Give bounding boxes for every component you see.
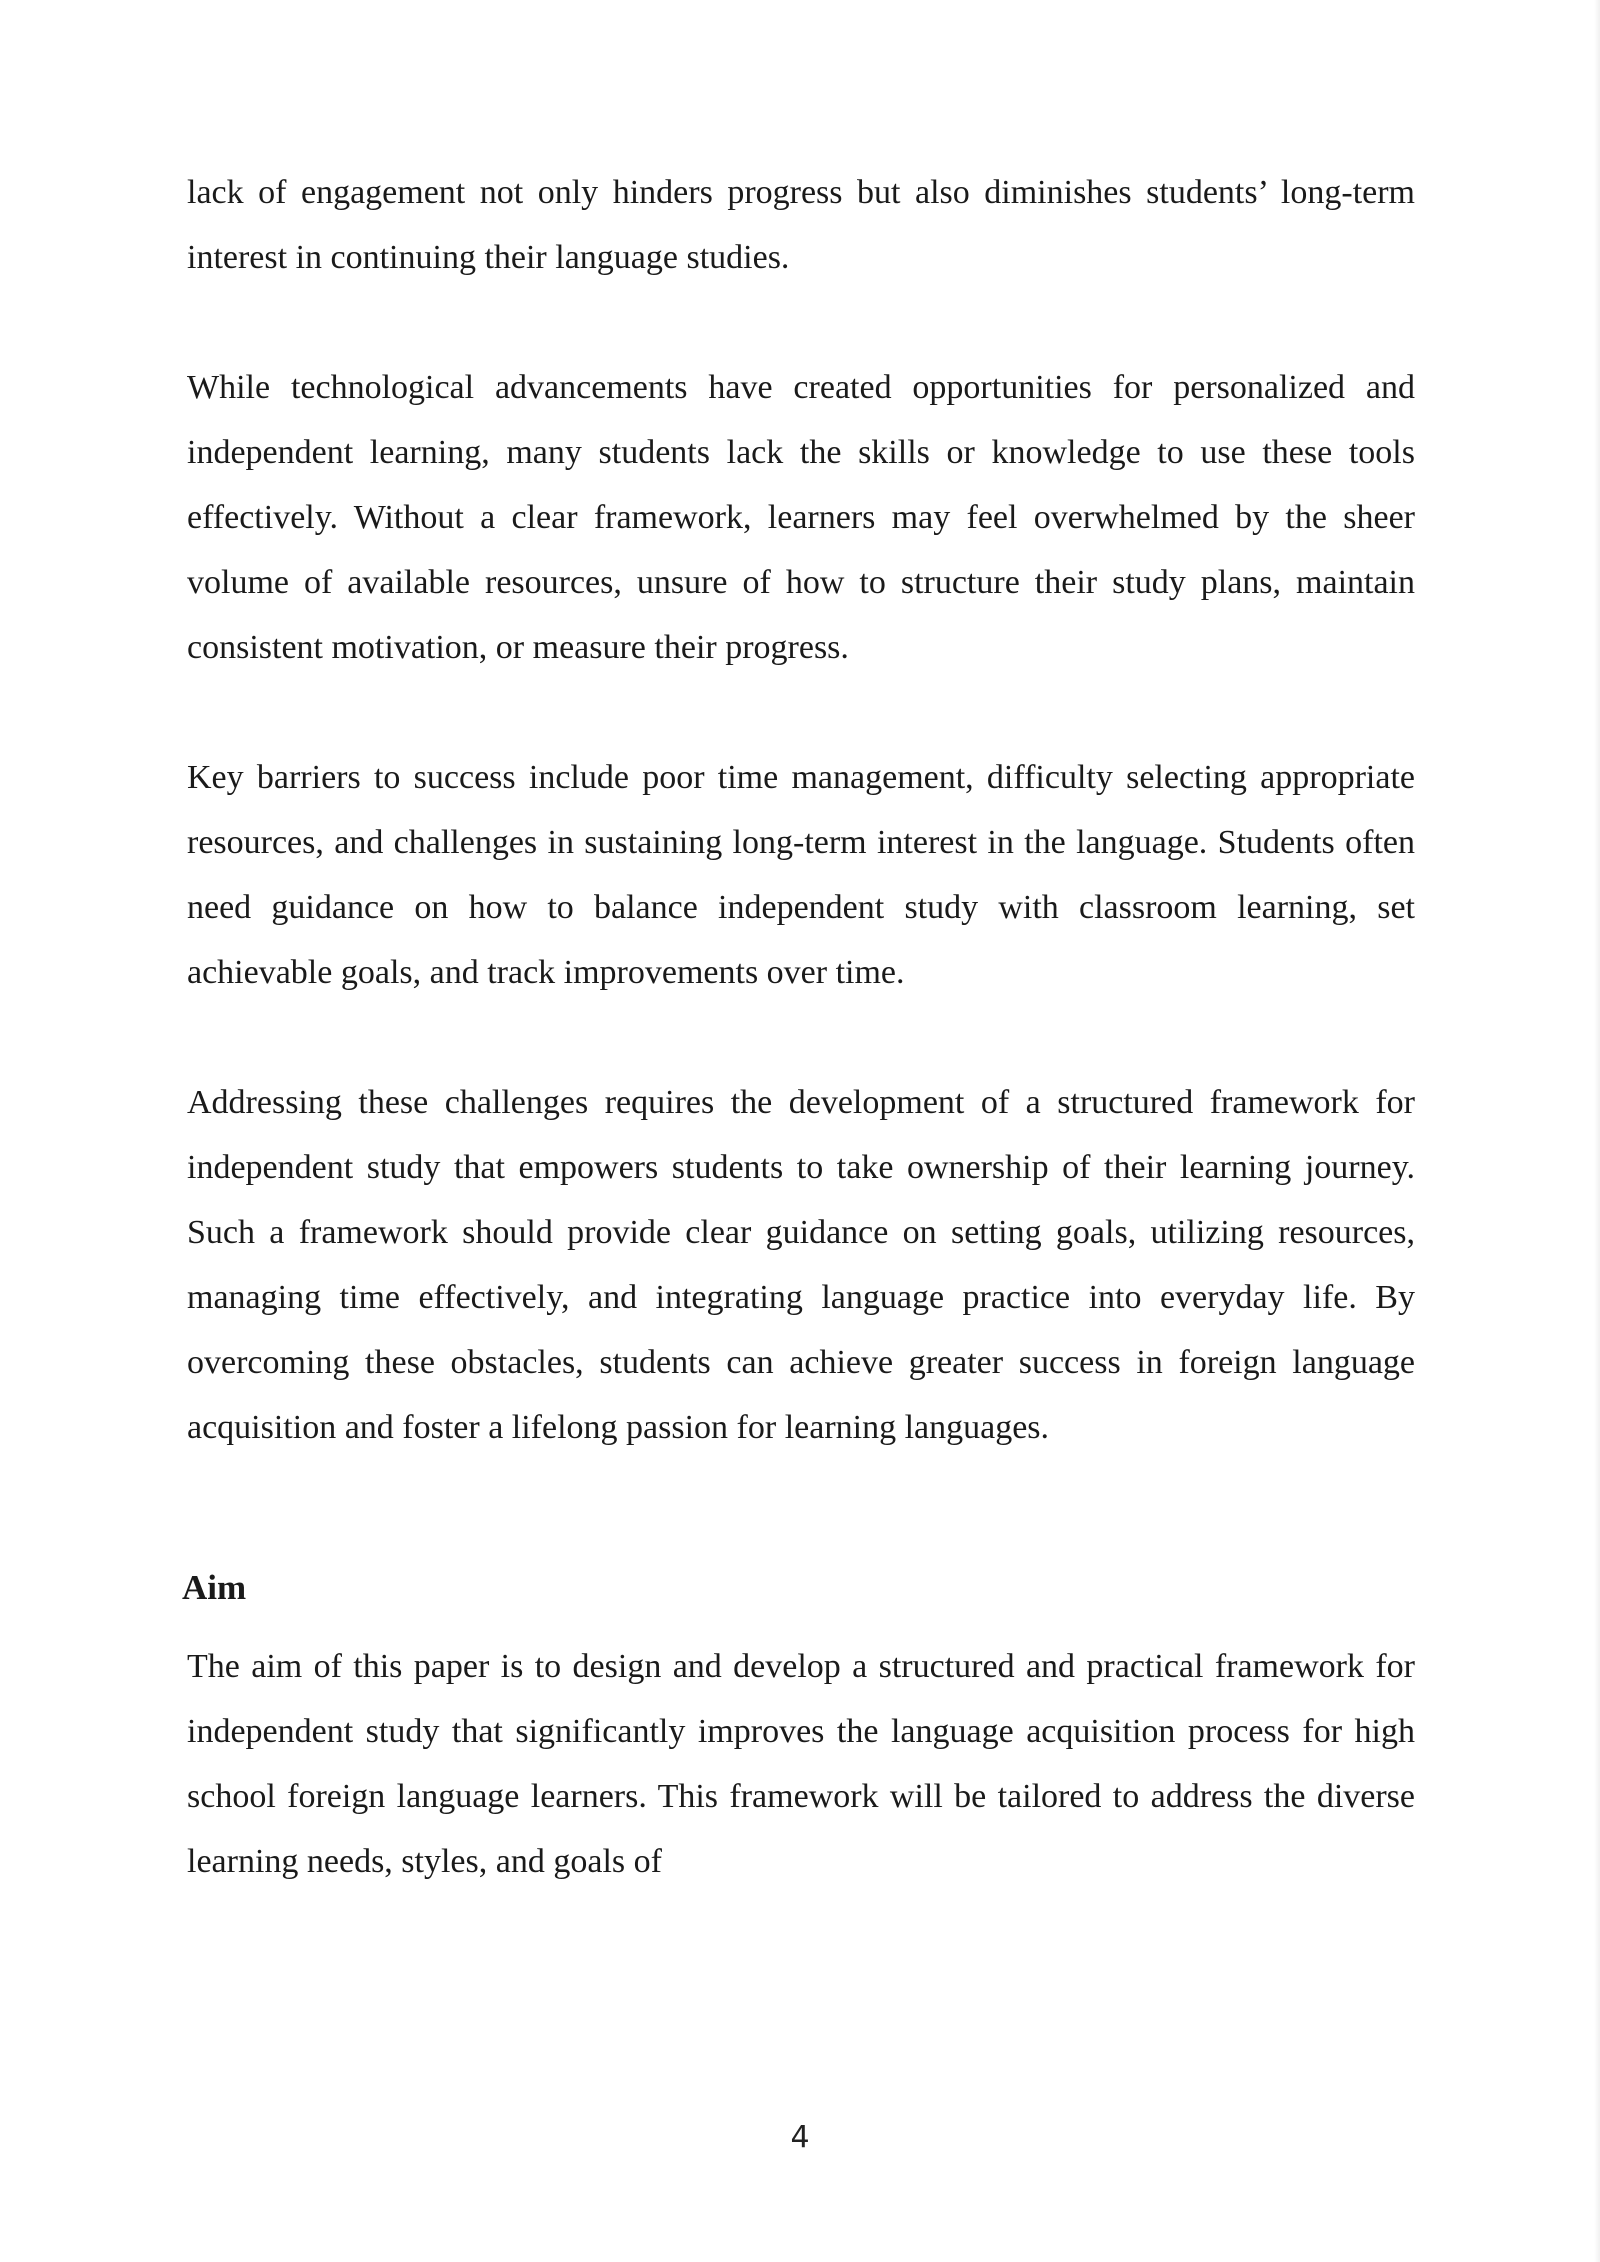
page-edge-shadow [1594,0,1600,2262]
paragraph-engagement: lack of engagement not only hinders progress but also diminishes students’ long-term interest in continuing their language studies. [187,174,1415,276]
paragraph-framework: Addressing these challenges requires the development of a structured framework for independent study that empowers students to take ownership of their learning journey. Such a framework should provide clear guidance on setting goals, utilizing resources, managing time effectively, and integrating language practice into everyday life. By overcoming these obstacles, students can achieve greater success in foreign language acquisition and foster a lifelong passion for learning languages. [187,1084,1415,1446]
paragraph-barriers: Key barriers to success include poor time management, difficulty selecting appropriate resources, and challenges in sustaining long-term interest in the language. Students often need guidance on how to balance independent study with classroom learning, set achievable goals, and track improvements over time. [187,759,1415,991]
page-body [182,160,1415,1894]
paragraph-technology: While technological advancements have created opportunities for personalized and independent learning, many students lack the skills or knowledge to use these tools effectively. Without a clear framework, learners may feel overwhelmed by the sheer volume of available resources, unsure of how to structure their study plans, maintain consistent motivation, or measure their progress. [187,369,1415,666]
aim-heading: Aim [182,1568,247,1607]
aim-paragraph: The aim of this paper is to design and develop a structured and practical framework for independent study that significantly improves the language acquisition process for high school foreign language learners. This framework will be tailored to address the diverse learning needs, styles, and goals of [187,1648,1415,1880]
page-number: 4 [790,2120,810,2155]
